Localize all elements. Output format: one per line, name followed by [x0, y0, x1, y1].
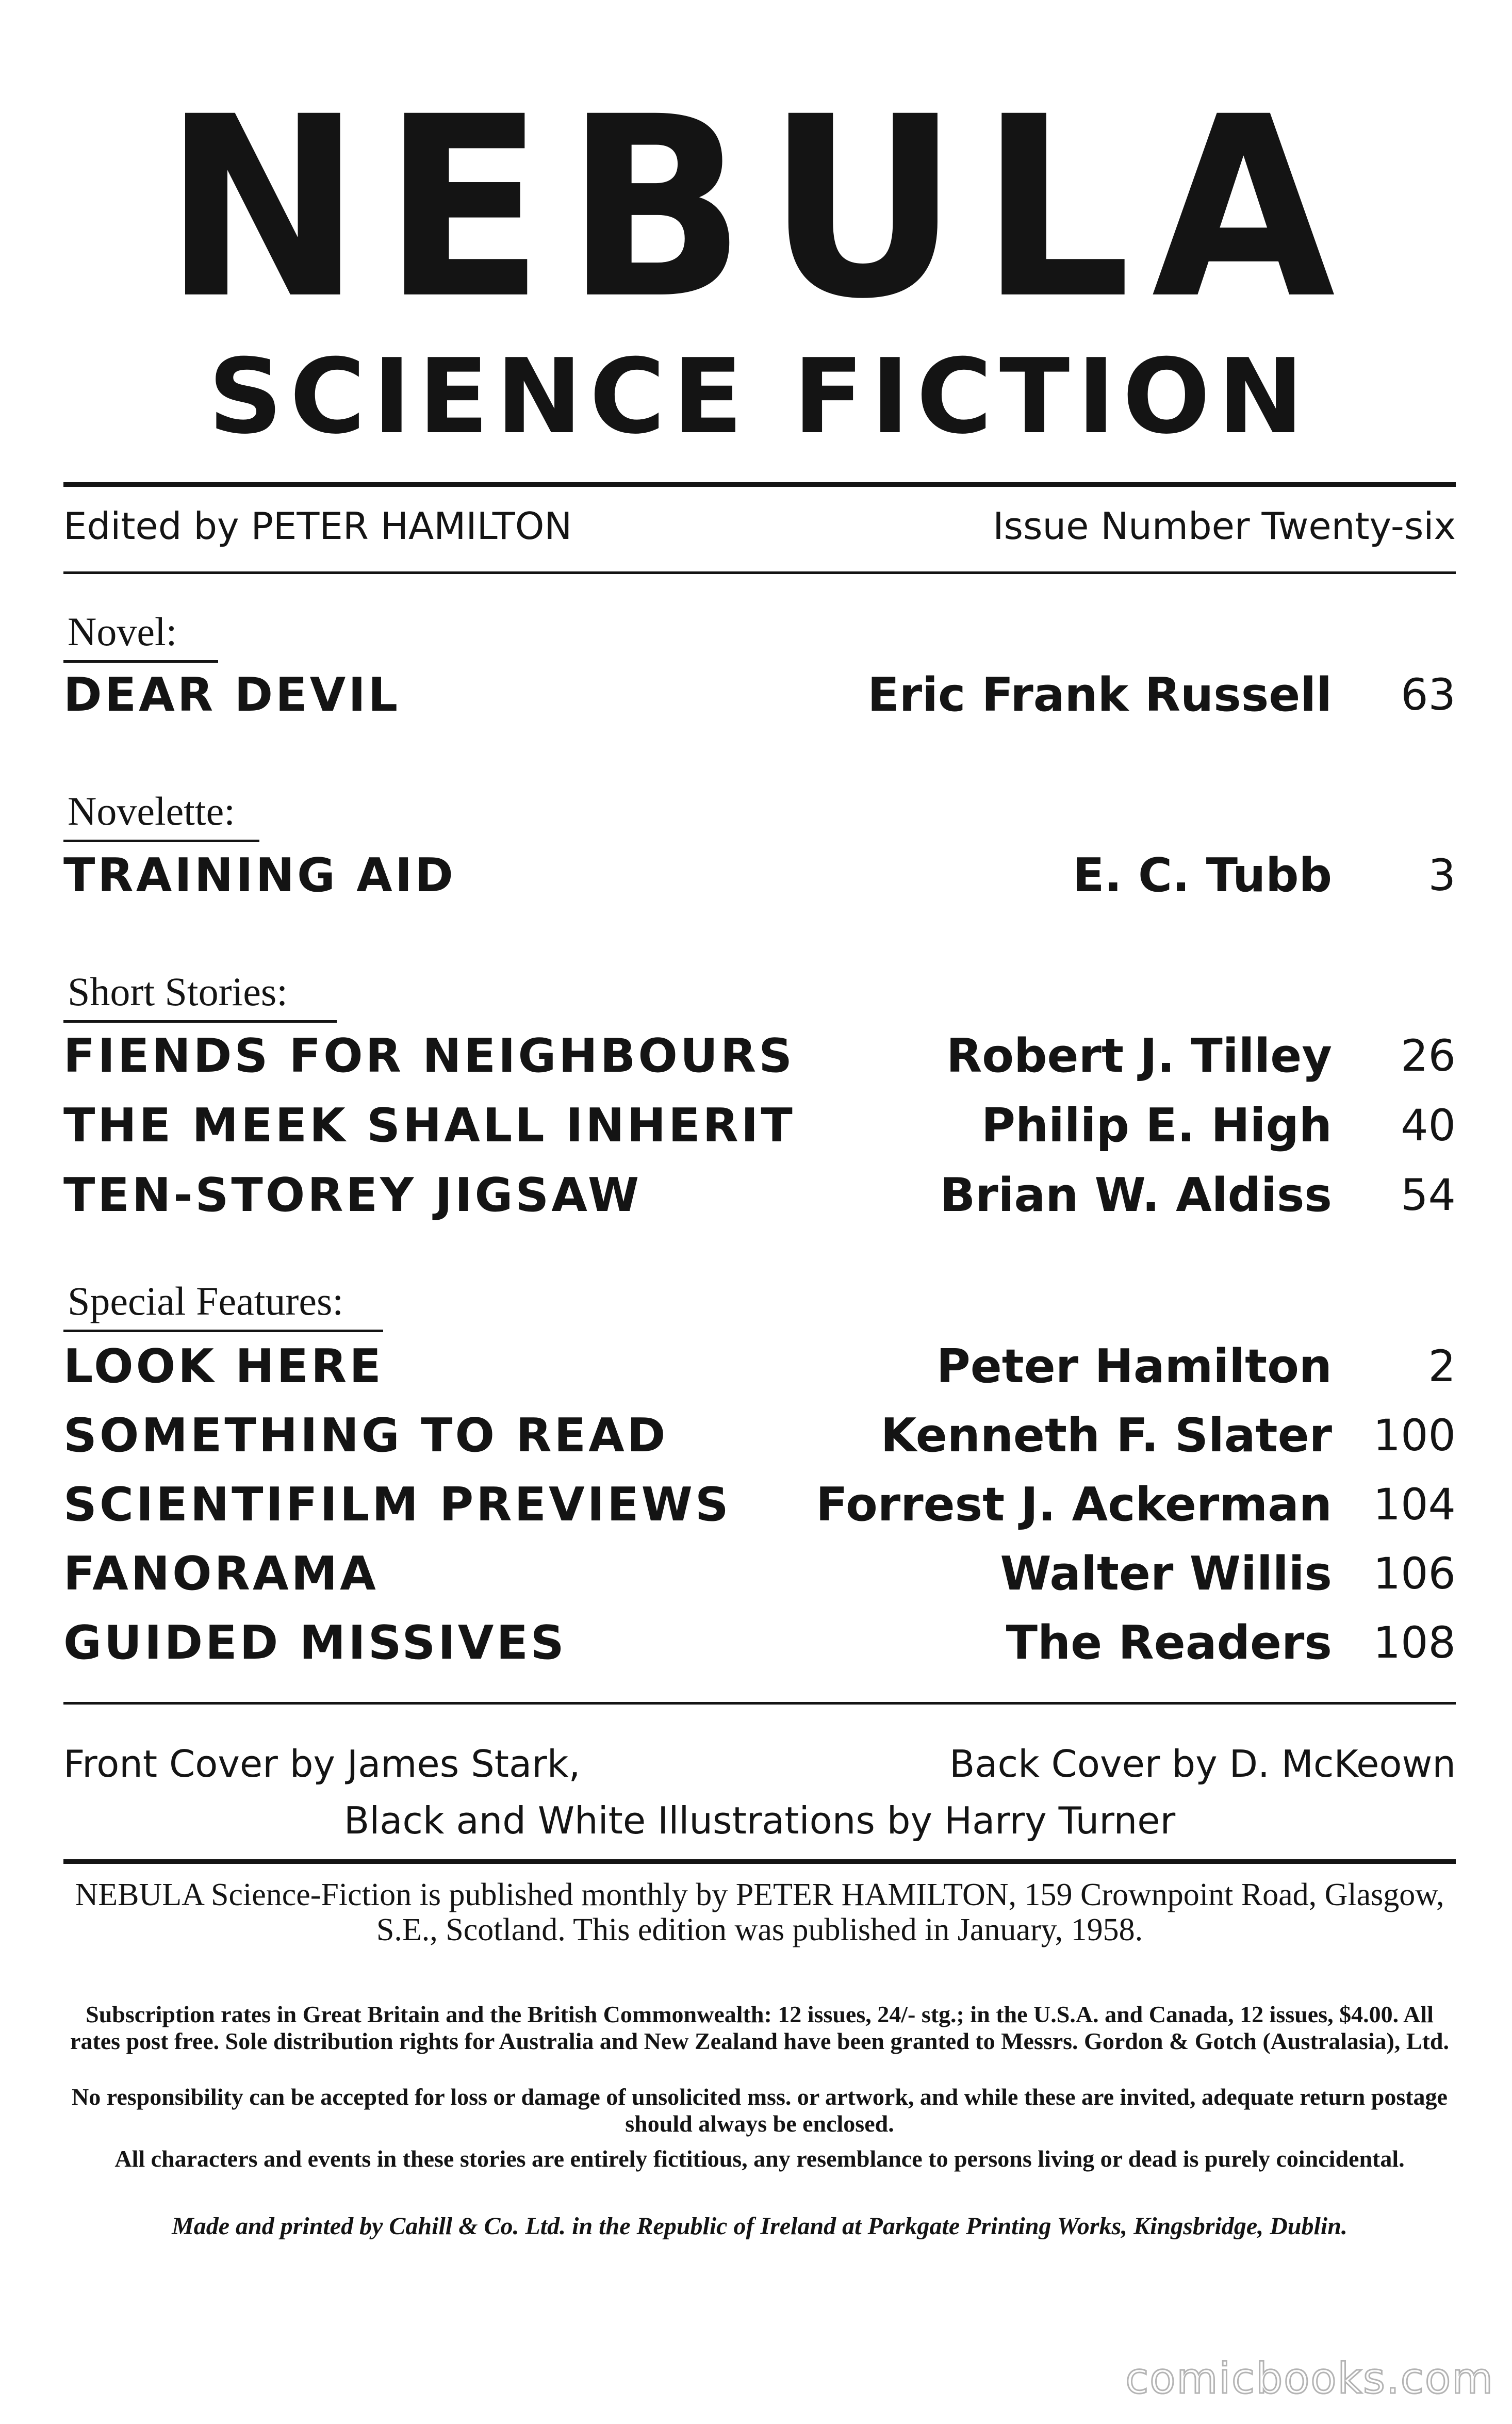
masthead-subtitle: SCIENCE FICTION: [208, 337, 1311, 457]
section-underline: [63, 660, 218, 663]
contents-entry: [63, 1613, 1456, 1673]
printer-notice: Made and printed by Cahill & Co. Ltd. in the Republic of Ireland at Parkgate Printing Works, Kingsbridge, Dublin.: [172, 2213, 1347, 2240]
publication-notice: NEBULA Science-Fiction is published monthly by PETER HAMILTON, 159 Crownpoint Road, Glasgow, S.E., Scotland. This edition was published in January, 1958.: [75, 1877, 1444, 1947]
feature-page: 2: [1428, 1341, 1456, 1391]
contents-entry: [63, 1544, 1456, 1603]
section-underline: [63, 1330, 383, 1332]
contents-entry: [63, 665, 1456, 725]
story-title: THE MEEK SHALL INHERIT: [63, 1099, 795, 1153]
story-page: 3: [1428, 850, 1456, 900]
divider-rule: [63, 571, 1456, 574]
contents-page: [63, 0, 1456, 2424]
masthead-title: NEBULA: [163, 63, 1356, 354]
feature-author: Kenneth F. Slater: [880, 1408, 1332, 1463]
story-page: 26: [1401, 1030, 1456, 1081]
section-label-novelette: Novelette:: [68, 789, 235, 833]
feature-page: 104: [1373, 1479, 1456, 1530]
feature-title: SOMETHING TO READ: [63, 1408, 668, 1463]
issue-number: Issue Number Twenty-six: [993, 504, 1456, 548]
contents-entry: [63, 846, 1456, 905]
section-label-special-features: Special Features:: [68, 1279, 343, 1323]
story-title: FIENDS FOR NEIGHBOURS: [63, 1029, 795, 1083]
feature-page: 106: [1373, 1548, 1456, 1599]
editor-credit: Edited by PETER HAMILTON: [63, 504, 572, 548]
section-label-novel: Novel:: [68, 609, 177, 654]
story-page: 40: [1401, 1100, 1456, 1151]
feature-author: Peter Hamilton: [936, 1339, 1332, 1394]
story-author: E. C. Tubb: [1073, 848, 1332, 903]
fiction-notice: All characters and events in these stories are entirely fictitious, any resemblance to persons living or dead is purely coincidental.: [114, 2145, 1405, 2172]
feature-page: 100: [1373, 1410, 1456, 1461]
feature-author: Forrest J. Ackerman: [816, 1478, 1332, 1532]
feature-author: Walter Willis: [1000, 1547, 1332, 1601]
contents-entry: [63, 1337, 1456, 1396]
story-author: Brian W. Aldiss: [940, 1168, 1332, 1222]
feature-title: LOOK HERE: [63, 1339, 384, 1394]
feature-author: The Readers: [1006, 1616, 1332, 1670]
subscription-notice: Subscription rates in Great Britain and the British Commonwealth: 12 issues, 24/- stg.; in the U.S.A. and Canada, 12 issues, $4.00. All rates post free. Sole distribution rights for Australia and New Zealand have been granted to Messrs. Gordon & Gotch (Australasia), Ltd.: [70, 2001, 1449, 2054]
feature-page: 108: [1373, 1617, 1456, 1668]
contents-entry: [63, 1026, 1456, 1086]
feature-title: FANORAMA: [63, 1547, 379, 1601]
responsibility-notice: No responsibility can be accepted for loss or damage of unsolicited mss. or artwork, and while these are invited, adequate return postage should always be enclosed.: [72, 2084, 1448, 2137]
story-author: Robert J. Tilley: [946, 1029, 1332, 1083]
contents-entry: [63, 1166, 1456, 1225]
story-page: 63: [1401, 669, 1456, 720]
contents-entry: [63, 1406, 1456, 1465]
feature-title: SCIENTIFILM PREVIEWS: [63, 1478, 731, 1532]
contents-entry: [63, 1096, 1456, 1155]
story-author: Eric Frank Russell: [867, 668, 1332, 722]
contents-entry: [63, 1475, 1456, 1534]
section-underline: [63, 840, 259, 842]
story-page: 54: [1401, 1170, 1456, 1220]
illustrations-credit: Black and White Illustrations by Harry Turner: [343, 1799, 1176, 1842]
divider-rule: [63, 1859, 1456, 1864]
divider-rule: [63, 482, 1456, 487]
cover-credits: [63, 1738, 1456, 1790]
front-cover-credit: Front Cover by James Stark,: [63, 1742, 581, 1786]
back-cover-credit: Back Cover by D. McKeown: [949, 1742, 1456, 1786]
section-label-short-stories: Short Stories:: [68, 969, 288, 1014]
story-title: TRAINING AID: [63, 848, 456, 903]
site-watermark: comicbooks.com: [1125, 2354, 1494, 2403]
story-title: DEAR DEVIL: [63, 668, 401, 722]
editor-line: [63, 503, 1456, 549]
feature-title: GUIDED MISSIVES: [63, 1616, 567, 1670]
section-underline: [63, 1020, 337, 1023]
story-title: TEN-STOREY JIGSAW: [63, 1168, 642, 1222]
illustration-credits: [63, 1795, 1456, 1846]
story-author: Philip E. High: [981, 1099, 1332, 1153]
divider-rule: [63, 1702, 1456, 1705]
